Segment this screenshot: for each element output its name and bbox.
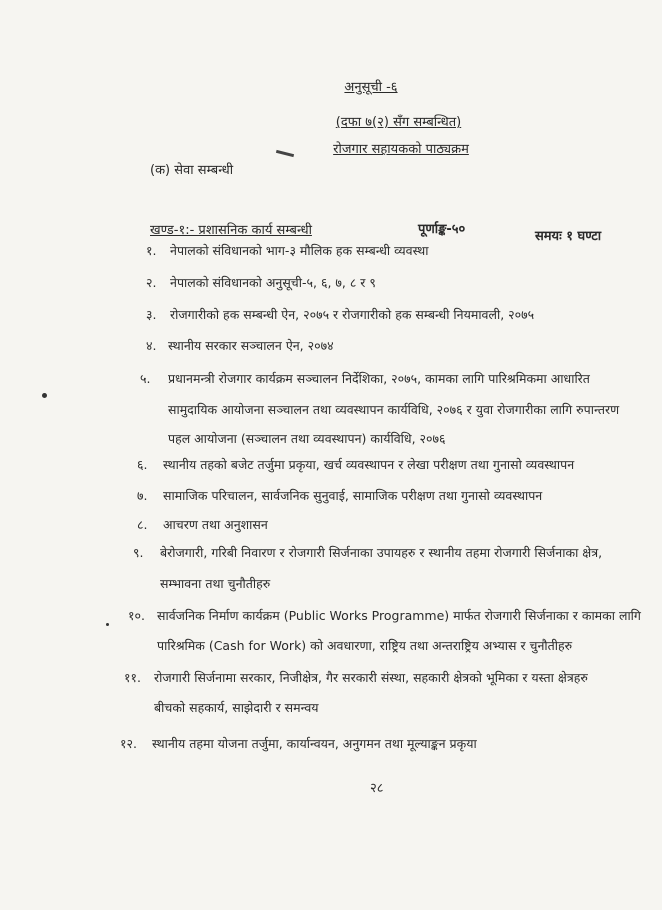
item-number: ८. xyxy=(137,517,148,532)
time-allowed: समयः १ घण्टा xyxy=(535,229,602,244)
item-number: ५. xyxy=(140,371,151,386)
item-text: सामुदायिक आयोजना सञ्चालन तथा व्यवस्थापन कार्यविधि, २०७६ र युवा रोजगारीका लागि रुपान्तरण xyxy=(168,402,620,417)
annex-heading: अनुसूची -६ xyxy=(344,80,398,95)
item-number: ११. xyxy=(124,670,141,685)
item-text: स्थानीय तहको बजेट तर्जुमा प्रकृया, खर्च व्यवस्थापन र लेखा परीक्षण तथा गुनासो व्यवस्थापन xyxy=(163,457,575,472)
item-text: स्थानीय सरकार सञ्चालन ऐन, २०७४ xyxy=(168,338,334,353)
item-text: नेपालको संविधानको अनुसूची-५, ६, ७, ८ र ९ xyxy=(170,275,376,290)
section-label: (क) सेवा सम्बन्धी xyxy=(150,163,234,178)
item-text: स्थानीय तहमा योजना तर्जुमा, कार्यान्वयन, अनुगमन तथा मूल्याङ्कन प्रकृया xyxy=(152,736,477,751)
item-text: पारिश्रमिक (Cash for Work) को अवधारणा, राष्ट्रिय तथा अन्तराष्ट्रिय अभ्यास र चुनौतीहरु xyxy=(157,638,573,653)
item-text: सार्वजनिक निर्माण कार्यक्रम (Public Works Programme) मार्फत रोजगारी सिर्जनाका र कामका लागि xyxy=(157,608,641,623)
khanda-title: खण्ड-१:- प्रशासनिक कार्य सम्बन्धी xyxy=(150,223,312,238)
item-number: ७. xyxy=(137,488,148,503)
page-number: २८ xyxy=(370,781,384,796)
item-text: बीचको सहकार्य, साझेदारी र समन्वय xyxy=(154,700,319,715)
item-number: ९. xyxy=(133,545,144,560)
item-number: १. xyxy=(146,243,157,258)
item-text: पहल आयोजना (सञ्चालन तथा व्यवस्थापन) कार्यविधि, २०७६ xyxy=(168,431,446,446)
item-text: नेपालको संविधानको भाग-३ मौलिक हक सम्बन्धी व्यवस्था xyxy=(170,243,429,258)
syllabus-title: रोजगार सहायकको पाठ्यक्रम xyxy=(333,142,469,157)
item-text: आचरण तथा अनुशासन xyxy=(163,517,268,532)
item-text: प्रधानमन्त्री रोजगार कार्यक्रम सञ्चालन निर्देशिका, २०७५, कामका लागि पारिश्रमिकमा आधारित xyxy=(168,371,590,386)
item-number: १२. xyxy=(120,736,137,751)
item-text: बेरोजगारी, गरिबी निवारण र रोजगारी सिर्जनाका उपायहरु र स्थानीय तहमा रोजगारी सिर्जनाका क्षेत्र, xyxy=(160,545,603,560)
item-text: रोजगारी सिर्जनामा सरकार, निजीक्षेत्र, गैर सरकारी संस्था, सहकारी क्षेत्रको भूमिका र यस्ता क्षेत्रहरु xyxy=(154,670,588,685)
item-number: १०. xyxy=(128,608,145,623)
item-text: रोजगारीको हक सम्बन्धी ऐन, २०७५ र रोजगारीको हक सम्बन्धी नियमावली, २०७५ xyxy=(170,307,535,322)
item-number: ४. xyxy=(146,338,157,353)
related-section-heading: (दफा ७(२) सँग सम्बन्धित) xyxy=(335,115,462,130)
item-number: ३. xyxy=(146,307,157,322)
item-text: सम्भावना तथा चुनौतीहरु xyxy=(160,576,271,591)
scan-speck xyxy=(106,623,109,626)
scan-speck xyxy=(42,393,47,398)
item-number: ६. xyxy=(137,457,148,472)
full-marks: पूर्णाङ्क-५० xyxy=(418,222,466,237)
item-number: २. xyxy=(146,275,157,290)
item-text: सामाजिक परिचालन, सार्वजनिक सुनुवाई, सामाजिक परीक्षण तथा गुनासो व्यवस्थापन xyxy=(163,488,543,503)
